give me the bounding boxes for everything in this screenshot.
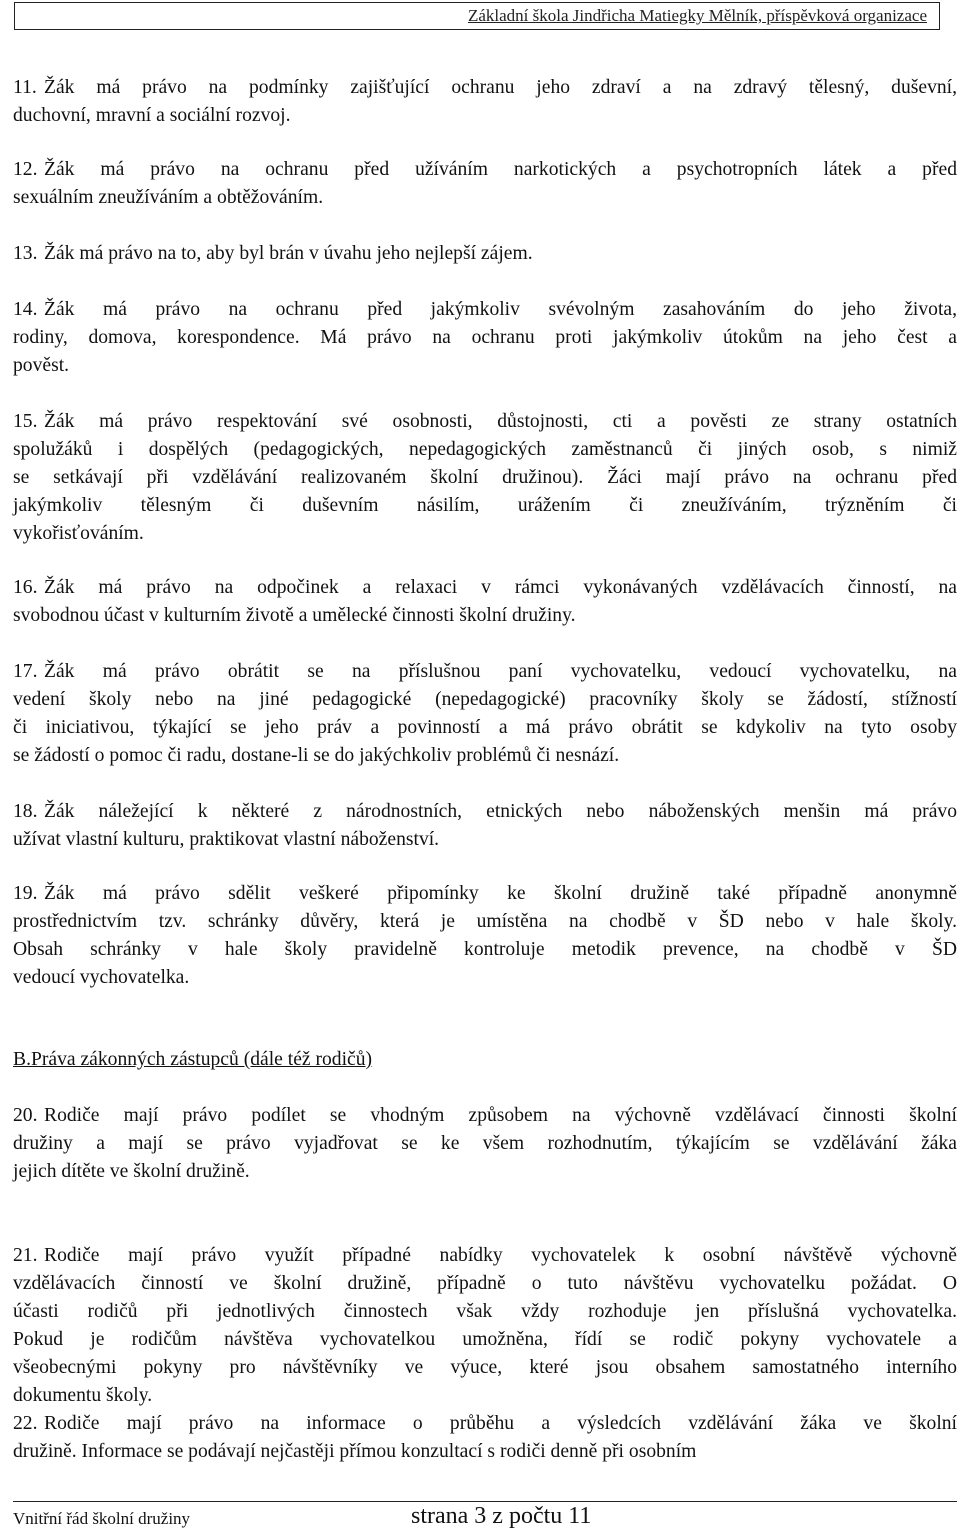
rights-item-line [13,296,957,324]
rights-item-line [13,658,957,686]
rights-item-text: Žák má právo na podmínky zajišťující ochranu jeho zdraví a na zdravý tělesný, duševní, [44,77,957,98]
rights-item-line: sexuálním zneužíváním a obtěžováním. [13,187,324,208]
rights-item [13,156,957,212]
rights-item-line: družině. Informace se podávají nejčastěji přímou konzultací s rodiči denně při osobním [13,1441,697,1462]
rights-item-line: se setkávají při vzdělávání realizovaném školní družinou). Žáci mají právo na ochranu před [13,467,957,488]
rights-item-text: Rodiče mají právo využít případné nabídky vychovatelek k osobní návštěvě výchovně [44,1245,957,1266]
rights-item-line: Obsah schránky v hale školy pravidelně kontroluje metodik prevence, na chodbě v ŠD [13,939,957,960]
rights-item-line: vykořisťováním. [13,523,144,544]
rights-item-line: Pokud je rodičům návštěva vychovatelkou umožněna, řídí se rodič pokyny vychovatele a [13,1329,957,1350]
rights-item-line [13,1410,957,1438]
rights-item [13,880,957,992]
rights-item-line [13,798,957,826]
rights-item [13,658,957,770]
rights-item-number: 15. [13,411,38,432]
rights-item-line: užívat vlastní kulturu, praktikovat vlastní náboženství. [13,829,440,850]
rights-item-line: se žádostí o pomoc či radu, dostane-li se do jakýchkoliv problémů či nesnází. [13,745,620,766]
rights-item-number: 17. [13,661,38,682]
header-title: Základní škola Jindřicha Matiegky Mělník, příspěvková organizace [467,6,927,25]
rights-item-text: Žák má právo respektování své osobnosti, důstojnosti, cti a pověsti ze strany ostatních [44,411,957,432]
rights-item-line [13,408,957,436]
rights-item [13,798,957,854]
rights-item-text: Žák má právo obrátit se na příslušnou paní vychovatelku, vedoucí vychovatelku, na [44,661,957,682]
rights-item-number: 21. [13,1245,38,1266]
rights-item-line [13,240,957,268]
rights-item-line: vedoucí vychovatelka. [13,967,190,988]
footer-document-name: Vnitřní řád školní družiny [13,1509,191,1528]
rights-item-line: vzdělávacích činností ve školní družině, případně o tuto návštěvu vychovatelku požádat. O [13,1273,957,1294]
rights-item-text: Rodiče mají právo podílet se vhodným způsobem na výchovně vzdělávací činnosti školní [44,1105,957,1126]
rights-item-line [13,74,957,102]
rights-item-line: jejich dítěte ve školní družině. [13,1161,250,1182]
rights-item-line: vedení školy nebo na jiné pedagogické (nepedagogické) pracovníky školy se žádostí, stížností [13,689,957,710]
rights-item-line: či iniciativou, týkající se jeho práv a povinností a má právo obrátit se kdykoliv na tyto osoby [13,717,957,738]
rights-item [13,1242,957,1410]
rights-item [13,1410,957,1466]
rights-item-line: spolužáků i dospělých (pedagogických, nepedagogických zaměstnanců či jiných osob, s nimiž [13,439,957,460]
page-header [14,2,940,30]
rights-item-line: účasti rodičů při jednotlivých činnostech však vždy rozhoduje jen příslušná vychovatelka. [13,1301,957,1322]
rights-item-number: 14. [13,299,38,320]
rights-item-line [13,156,957,184]
rights-item-line [13,880,957,908]
rights-item-line [13,1242,957,1270]
rights-item [13,240,957,268]
rights-item-number: 16. [13,577,38,598]
rights-item [13,74,957,130]
rights-item-line [13,574,957,602]
rights-item-line: jakýmkoliv tělesným či duševním násilím, urážením či zneužíváním, trýzněním či [13,495,957,516]
rights-item-number: 11. [13,77,37,98]
rights-item [13,574,957,630]
footer-page-number: strana 3 z počtu 11 [411,1503,592,1529]
rights-item-line: všeobecnými pokyny pro návštěvníky ve výuce, které jsou obsahem samostatného interního [13,1357,957,1378]
rights-item-number: 22. [13,1413,38,1434]
rights-item-line: svobodnou účast v kulturním životě a umělecké činnosti školní družiny. [13,605,576,626]
rights-item-line: pověst. [13,355,70,376]
rights-item-line: družiny a mají se právo vyjadřovat se ke všem rozhodnutím, týkajícím se vzdělávání žáka [13,1133,957,1154]
rights-item-text: Rodiče mají právo na informace o průběhu a výsledcích vzdělávání žáka ve školní [44,1413,957,1434]
rights-item [13,296,957,380]
rights-item [13,408,957,548]
rights-item-text: Žák má právo na to, aby byl brán v úvahu jeho nejlepší zájem. [44,243,533,264]
rights-item-number: 20. [13,1105,38,1126]
rights-item-line [13,1102,957,1130]
rights-item-text: Žák má právo na ochranu před jakýmkoliv svévolným zasahováním do jeho života, [44,299,957,320]
rights-item [13,1102,957,1186]
rights-item-number: 12. [13,159,38,180]
rights-item-line: prostřednictvím tzv. schránky důvěry, která je umístěna na chodbě v ŠD nebo v hale školy. [13,911,957,932]
rights-item-number: 13. [13,243,38,264]
rights-item-line: duchovní, mravní a sociální rozvoj. [13,105,291,126]
rights-item-text: Žák má právo sdělit veškeré připomínky ke školní družině také případně anonymně [44,883,957,904]
rights-item-line: rodiny, domova, korespondence. Má právo na ochranu proti jakýmkoliv útokům na jeho čest a [13,327,957,348]
rights-item-text: Žák má právo na ochranu před užíváním narkotických a psychotropních látek a před [44,159,957,180]
rights-item-number: 19. [13,883,38,904]
rights-item-text: Žák má právo na odpočinek a relaxaci v rámci vykonávaných vzdělávacích činností, na [44,577,957,598]
rights-item-text: Žák náležející k některé z národnostních, etnických nebo náboženských menšin má právo [44,801,957,822]
section-title: B.Práva zákonných zástupců (dále též rodičů) [13,1049,373,1070]
rights-item-number: 18. [13,801,38,822]
rights-item-line: dokumentu školy. [13,1385,153,1406]
